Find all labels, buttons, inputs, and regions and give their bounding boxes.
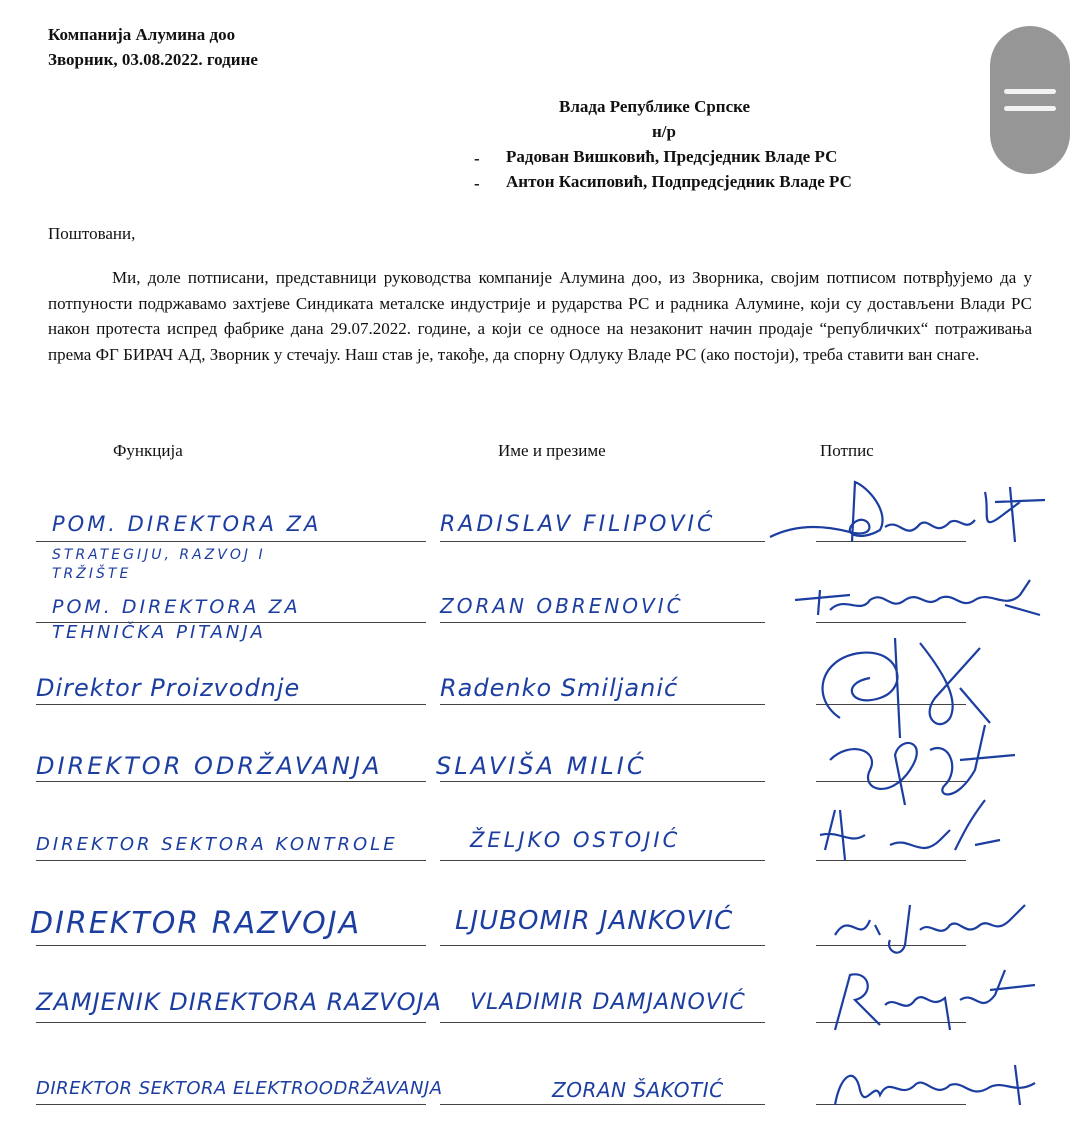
signature-line <box>440 945 765 946</box>
handwritten-name: RADISLAV FILIPOVIĆ <box>440 512 716 537</box>
recipient-org: Влада Републике Српске <box>559 97 751 116</box>
handwritten-function: DIREKTOR RAZVOJA <box>30 906 362 941</box>
handwritten-name: SLAVIŠA MILIĆ <box>436 752 647 780</box>
handwritten-function: POM. DIREKTORA ZA <box>52 512 322 536</box>
handwritten-function: Direktor Proizvodnje <box>36 674 301 702</box>
signature-line <box>36 1022 426 1023</box>
handwritten-function: DIREKTOR ODRŽAVANJA <box>36 752 383 780</box>
signature-mark <box>820 1045 1050 1120</box>
recipient-person-1: Радован Вишковић, Предсједник Владе РС <box>506 147 838 166</box>
signature-line <box>440 622 765 623</box>
column-header-function: Функција <box>113 441 183 460</box>
handwritten-name: VLADIMIR DAMJANOVIĆ <box>470 990 746 1015</box>
signature-line <box>36 1104 426 1105</box>
signature-mark <box>820 890 1040 965</box>
recipient-attn: н/р <box>652 122 676 141</box>
body-paragraph: Ми, доле потписани, представници руководства компаније Алумина доо, из Зворника, својим потписом потврђујемо да у потпуности подржавамо захтјеве Синдиката металске индустрије и рударства РС и радника Алумине, који су достављени Влади РС након протеста испред фабрике дана 29.07.2022. године, а који се односе на незаконит начин продаје “републичких“ потраживања према ФГ БИРАЧ АД, Зворник у стечају. Наш став је, такође, да спорну Одлуку Владе РС (ако постоји), треба ставити ван снаге. <box>48 268 1032 364</box>
handwritten-name: ZORAN OBRENOVIĆ <box>440 594 684 618</box>
greeting: Поштовани, <box>48 224 136 243</box>
signature-line <box>36 622 426 623</box>
place-date: Зворник, 03.08.2022. године <box>48 50 258 69</box>
signature-mark <box>760 472 1060 562</box>
signature-mark <box>790 570 1050 630</box>
handwritten-function: ZAMJENIK DIREKTORA RAZVOJA <box>36 988 442 1016</box>
recipient-person-2: Антон Касиповић, Подпредсједник Владе РС <box>506 172 852 191</box>
signature-mark <box>810 960 1040 1040</box>
handwritten-function: POM. DIREKTORA ZA <box>52 596 301 618</box>
signature-line <box>440 704 765 705</box>
handwritten-function: TRŽIŠTE <box>52 566 132 582</box>
signature-line <box>440 860 765 861</box>
signature-line <box>440 541 765 542</box>
signature-line <box>36 541 426 542</box>
company-name: Компанија Алумина доо <box>48 25 236 44</box>
handwritten-name: Radenko Smiljanić <box>440 674 679 702</box>
signature-line <box>36 704 426 705</box>
signature-line <box>440 1022 765 1023</box>
signature-line <box>36 860 426 861</box>
handwritten-name: ŽELJKO OSTOJIĆ <box>470 828 681 852</box>
signature-line <box>440 781 765 782</box>
handwritten-function: STRATEGIJU, RAZVOJ I <box>52 547 266 563</box>
signature-mark <box>800 790 1020 880</box>
column-header-name: Име и презиме <box>498 441 606 460</box>
hamburger-menu-button[interactable] <box>990 26 1070 174</box>
handwritten-name: ZORAN ŠAKOTIĆ <box>552 1078 724 1102</box>
signature-line <box>36 781 426 782</box>
handwritten-function: TEHNIČKA PITANJA <box>52 622 266 643</box>
signature-line <box>36 945 426 946</box>
column-header-signature: Потпис <box>820 441 874 460</box>
handwritten-name: LJUBOMIR JANKOVIĆ <box>455 906 734 936</box>
handwritten-function: DIREKTOR SEKTORA ELEKTROODRŽAVANJA <box>36 1078 443 1099</box>
signature-line <box>440 1104 765 1105</box>
bullet-dash: - <box>474 174 480 193</box>
handwritten-function: DIREKTOR SEKTORA KONTROLE <box>36 834 398 855</box>
bullet-dash: - <box>474 149 480 168</box>
sender-block <box>48 22 258 72</box>
